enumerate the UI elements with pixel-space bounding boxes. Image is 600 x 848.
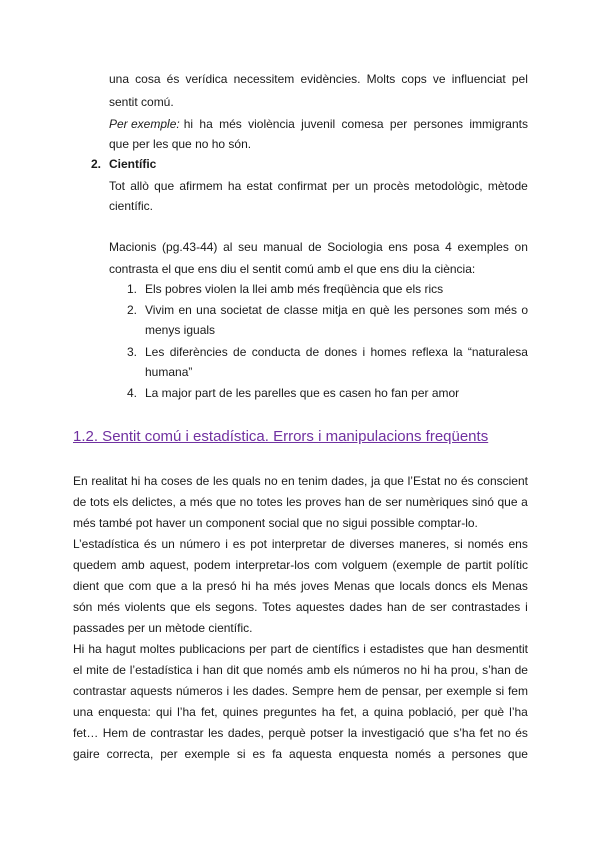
word: ens (388, 240, 408, 254)
word: han (344, 495, 365, 509)
word: mite (86, 663, 109, 677)
word: amb (306, 663, 331, 677)
word: fet (479, 726, 494, 740)
word: és (460, 474, 474, 488)
word: ha (433, 663, 448, 677)
word: locals (399, 579, 431, 593)
word: aquest, (149, 558, 189, 572)
word: persones (413, 117, 463, 131)
word: de (132, 726, 146, 740)
word: diverses (349, 537, 395, 551)
p3-line2 (73, 663, 528, 678)
word: aquestes (295, 600, 345, 614)
word: exemple (184, 747, 230, 761)
word: les (208, 726, 224, 740)
word: números (352, 663, 400, 677)
word: persones (451, 747, 501, 761)
word: la (453, 345, 463, 359)
word: persones (413, 303, 463, 317)
word: no (497, 726, 511, 740)
word: es (232, 537, 246, 551)
word: per (389, 117, 408, 131)
macionis-line1 (109, 240, 528, 255)
word: i (226, 684, 230, 698)
item2-title: Científic (109, 157, 157, 171)
word: enquesta (338, 747, 389, 761)
word: és (143, 537, 157, 551)
word: contrastades (451, 600, 521, 614)
word: i (363, 642, 366, 656)
word: dades, (227, 726, 264, 740)
word: i (362, 345, 366, 359)
word: classe (283, 303, 318, 317)
word: que (374, 579, 395, 593)
word: o (521, 303, 528, 317)
word: diferències (169, 345, 228, 359)
word: a (521, 495, 528, 509)
word: publicacions (179, 642, 246, 656)
word: estadistes (369, 642, 424, 656)
word: la (347, 726, 358, 740)
word: de (112, 663, 126, 677)
word: prou, (450, 663, 479, 677)
word: violència (248, 117, 295, 131)
word: on (514, 240, 528, 254)
word: conscient (477, 474, 528, 488)
word: preguntes (263, 705, 317, 719)
p2-line2 (73, 558, 528, 573)
word: que (243, 663, 264, 677)
word: què (484, 705, 505, 719)
word: volguem (342, 558, 388, 572)
word: hi (241, 579, 251, 593)
word: joves (301, 579, 330, 593)
word: fa (272, 747, 283, 761)
macionis-line2: contrasta el que ens diu el sentit comú amb el que ens diu la ciència: (109, 262, 476, 276)
p1-line1 (73, 474, 528, 489)
word: dades (349, 600, 383, 614)
word: ha (143, 474, 158, 488)
section-heading: 1.2. Sentit comú i estadística. Errors i manipulacions freqüents (73, 428, 489, 445)
word: conducta (251, 345, 301, 359)
word: juvenil (301, 117, 336, 131)
list-item-2-number: 2. (127, 303, 138, 317)
word: el (73, 663, 83, 677)
word: més (189, 495, 213, 509)
word: podem (193, 558, 231, 572)
word: si (454, 537, 463, 551)
word: afirmem (179, 179, 223, 193)
word: realitat (91, 474, 128, 488)
word: verídica (185, 72, 228, 86)
word: (exemple (392, 558, 442, 572)
word: per (332, 179, 350, 193)
word: mitja (322, 303, 348, 317)
word: de (266, 303, 280, 317)
p3-line1 (73, 642, 528, 657)
word: que (428, 726, 449, 740)
word: més (219, 117, 242, 131)
word: aquesta (289, 747, 332, 761)
word: en (281, 474, 295, 488)
word: comesa (341, 117, 384, 131)
word: de (411, 600, 426, 614)
word: fet, (340, 705, 357, 719)
word: ve (432, 72, 446, 86)
word: contrastar (73, 684, 127, 698)
word: numèriques (405, 495, 469, 509)
word: de (308, 240, 322, 254)
word: desmentit (475, 642, 528, 656)
word: de (233, 345, 247, 359)
word: reflexa (411, 345, 448, 359)
word: Menas (333, 579, 370, 593)
word: que (103, 579, 124, 593)
word: per (249, 642, 267, 656)
word: en (178, 303, 192, 317)
word: les (212, 474, 229, 488)
word: l’ha (509, 705, 528, 719)
word: maneres, (399, 537, 450, 551)
word: correcta, (106, 747, 154, 761)
word: a (180, 579, 188, 593)
word: quines (222, 705, 259, 719)
word: ens (508, 537, 528, 551)
word: ha (88, 642, 102, 656)
word: que (156, 579, 177, 593)
word: coses (160, 474, 193, 488)
word: proves (305, 495, 342, 509)
word: procès (373, 179, 410, 193)
word: part (270, 642, 292, 656)
word: partit (465, 558, 492, 572)
word: (pg.43-44) (162, 240, 218, 254)
word: han (386, 600, 407, 614)
word: a (179, 495, 187, 509)
word: interpretar-los (235, 558, 310, 572)
word: ser (385, 495, 402, 509)
word: més (494, 303, 517, 317)
word: dit (226, 663, 240, 677)
word: ha (255, 579, 269, 593)
word: dades, (331, 474, 368, 488)
word: Tot (109, 179, 126, 193)
word: de (295, 642, 309, 656)
word: es (252, 747, 266, 761)
word: només (467, 537, 504, 551)
word: si (236, 747, 246, 761)
p1-line3: més també pot haver un component social que no sigui possible comptar-lo. (73, 516, 478, 530)
word: delictes, (131, 495, 176, 509)
word: ha (321, 705, 336, 719)
word: ha (199, 117, 213, 131)
word: fem (507, 684, 528, 698)
word: fet… (73, 726, 99, 740)
word: fet, (200, 705, 218, 719)
word: que (497, 495, 518, 509)
word: qui (156, 705, 173, 719)
word: Macionis (109, 240, 157, 254)
word: no (443, 474, 458, 488)
word: evidències. (300, 72, 361, 86)
word: En (73, 474, 88, 488)
word: perquè (268, 726, 306, 740)
word: ha (227, 179, 242, 193)
word: les (232, 684, 249, 698)
word: les (286, 495, 302, 509)
list-item-1-line1: Els pobres violen la llei amb més freqüència que els rics (145, 282, 444, 296)
list-item-3-line1 (145, 345, 528, 360)
word: a (437, 747, 445, 761)
word: un (354, 179, 369, 193)
list-item-2-line1 (145, 303, 528, 318)
word: manual (263, 240, 303, 254)
list-item-4-line1: La major part de les parelles que es casen ho fan per amor (145, 386, 460, 400)
word: violents (124, 600, 166, 614)
word: número (179, 537, 221, 551)
word: per (160, 747, 178, 761)
word: amb (121, 558, 145, 572)
word: societat (220, 303, 262, 317)
word: gaire (73, 747, 100, 761)
word: estat (246, 179, 273, 193)
word: ser (430, 600, 447, 614)
list-item-3-number: 3. (127, 345, 138, 359)
word: Molts (366, 72, 396, 86)
word: quedem (73, 558, 117, 572)
word: necessitem (233, 72, 295, 86)
word: població, (408, 705, 457, 719)
word: per (461, 705, 479, 719)
word: l’Estat (407, 474, 441, 488)
list-item-3-line2: humana” (145, 365, 193, 379)
list-item-4-number: 4. (127, 386, 138, 400)
word: que (507, 747, 528, 761)
list-item-2-line2: menys iguals (145, 323, 216, 337)
p2-line5: passades per un mètode científic. (73, 621, 253, 635)
block1-example-line (109, 117, 528, 132)
p1-line2 (73, 495, 528, 510)
word: posa (413, 240, 440, 254)
word: més (273, 579, 297, 593)
example-rest (180, 117, 528, 132)
word: pot (250, 537, 267, 551)
word: han (451, 642, 472, 656)
word: doncs (434, 579, 467, 593)
word: hagut (105, 642, 136, 656)
word: polític (496, 558, 528, 572)
word: totes (256, 495, 283, 509)
word: no (403, 663, 417, 677)
word: L’estadística (73, 537, 140, 551)
p3-line4 (73, 705, 528, 720)
word: s’ha (453, 726, 476, 740)
word: com (314, 558, 338, 572)
word: i (225, 537, 228, 551)
p2-line3 (73, 579, 528, 594)
word: ja (370, 474, 381, 488)
word: de (195, 474, 210, 488)
p3-line3 (73, 684, 528, 699)
word: Menas (491, 579, 528, 593)
word: una (109, 72, 130, 86)
word: els (471, 579, 488, 593)
word: Hi (73, 642, 85, 656)
word: cosa (135, 72, 161, 86)
word: al (223, 240, 233, 254)
word: contrastar (150, 726, 204, 740)
word: exemples (457, 240, 509, 254)
word: només (266, 663, 303, 677)
item2-number: 2. (91, 157, 102, 171)
word: seu (238, 240, 258, 254)
word: què (369, 303, 390, 317)
word: l’ha (177, 705, 196, 719)
word: immigrants (469, 117, 528, 131)
word: a (362, 705, 369, 719)
word: hi (420, 663, 430, 677)
word: que (427, 642, 448, 656)
word: influenciat (451, 72, 506, 86)
word: mètode (487, 179, 528, 193)
p2-line1 (73, 537, 528, 552)
word: potser (310, 726, 344, 740)
word: i (196, 663, 199, 677)
word: per (425, 684, 443, 698)
word: no (239, 495, 253, 509)
block1-line2: sentit comú. (109, 95, 174, 109)
word: s’han (482, 663, 511, 677)
word: dones (324, 345, 358, 359)
word: enquesta: (98, 705, 151, 719)
word: de (446, 558, 461, 572)
word: com (128, 579, 152, 593)
word: confirmat (277, 179, 328, 193)
word: Hem (102, 726, 129, 740)
word: que (216, 495, 237, 509)
word: hem (337, 684, 362, 698)
word: si (495, 684, 505, 698)
word: “naturalesa (467, 345, 528, 359)
word: segons. (215, 600, 258, 614)
word: que (170, 600, 191, 614)
word: aquests (130, 684, 173, 698)
example-label: Per exemple: (109, 117, 180, 131)
word: de (73, 495, 87, 509)
word: Sociologia (327, 240, 383, 254)
word: de (331, 537, 345, 551)
word: 4 (445, 240, 452, 254)
word: hi (131, 474, 141, 488)
item2-line1 (109, 179, 528, 194)
word: som (467, 303, 490, 317)
word: exemple (446, 684, 492, 698)
word: és (515, 726, 528, 740)
word: la (192, 579, 202, 593)
word: i (525, 600, 528, 614)
p3-line5 (73, 726, 528, 741)
word: en (351, 303, 366, 317)
word: els (333, 663, 350, 677)
word: científics (312, 642, 360, 656)
word: pensar, (382, 684, 422, 698)
word: Sempre (291, 684, 334, 698)
word: cops (401, 72, 427, 86)
word: números (175, 684, 223, 698)
word: homes (370, 345, 407, 359)
word: no (264, 474, 278, 488)
word: Totes (262, 600, 291, 614)
word: de (305, 345, 320, 359)
word: que (383, 474, 404, 488)
word: tots (89, 495, 110, 509)
word: quals (231, 474, 261, 488)
word: que (154, 179, 175, 193)
list-item-1-number: 1. (127, 282, 138, 296)
word: moltes (139, 642, 176, 656)
word: dades. (252, 684, 289, 698)
word: allò (130, 179, 149, 193)
word: investigació (361, 726, 425, 740)
word: interpretar (271, 537, 327, 551)
word: metodològic, (414, 179, 483, 193)
word: un (161, 537, 175, 551)
word: de (514, 663, 528, 677)
word: és (166, 72, 180, 86)
p3-line6 (73, 747, 528, 762)
word: presó (206, 579, 237, 593)
word: només (394, 747, 432, 761)
word: hi (183, 117, 194, 131)
word: Les (145, 345, 165, 359)
word: de (364, 684, 379, 698)
word: dient (73, 579, 100, 593)
block1-line1 (109, 72, 528, 87)
word: de (368, 495, 382, 509)
word: pel (511, 72, 528, 86)
word: quina (373, 705, 404, 719)
word: tenim (298, 474, 328, 488)
word: han (202, 663, 223, 677)
word: una (196, 303, 217, 317)
word: l’estadística (129, 663, 193, 677)
word: les (393, 303, 410, 317)
item2-line2: científic. (109, 199, 154, 213)
p2-line4 (73, 600, 528, 615)
block1-line4: que per les que no ho són. (109, 137, 252, 151)
word: els (195, 600, 211, 614)
word: més (97, 600, 120, 614)
word: els (112, 495, 129, 509)
word: Vivim (145, 303, 175, 317)
word: una (73, 705, 94, 719)
word: són (73, 600, 93, 614)
word: sinó (471, 495, 494, 509)
